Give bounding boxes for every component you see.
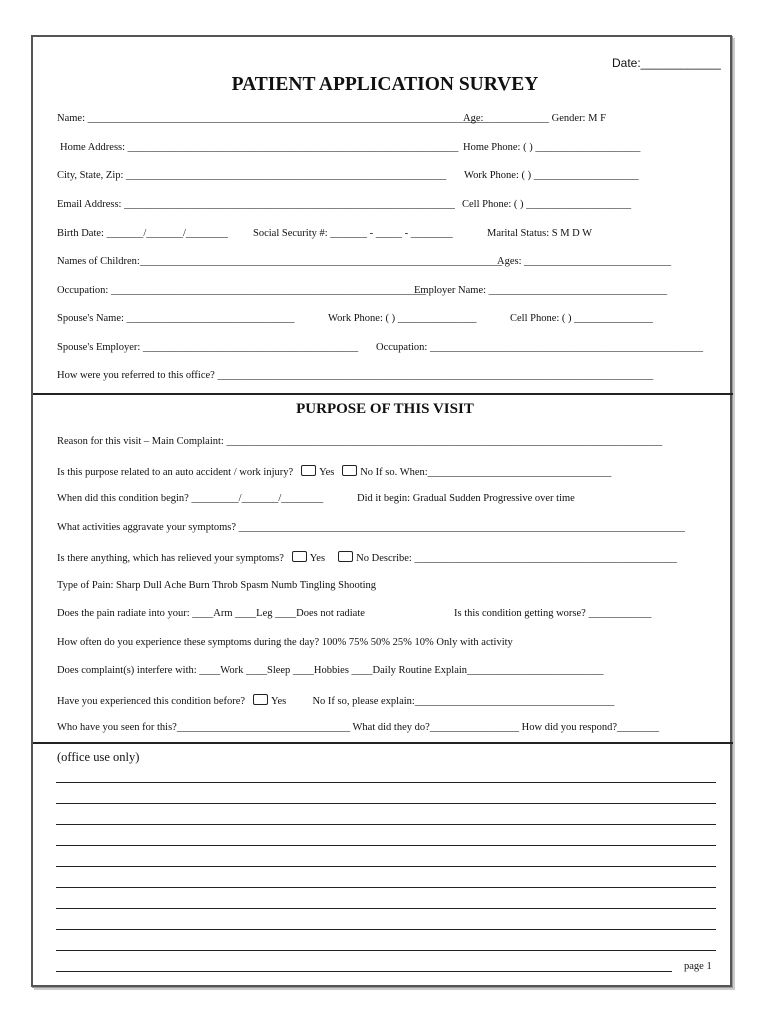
ssn-field[interactable]: Social Security #: _______ - _____ - ________ (253, 228, 453, 239)
page-title: PATIENT APPLICATION SURVEY (231, 74, 539, 95)
office-use-line[interactable] (56, 803, 716, 804)
office-use-label: (office use only) (57, 750, 140, 764)
work-phone-field[interactable]: Work Phone: ( ) ____________________ (464, 170, 639, 181)
employer-name-field[interactable]: Employer Name: __________________________________ (414, 285, 668, 296)
office-use-line[interactable] (56, 845, 716, 846)
seen-for-field[interactable]: Who have you seen for this?_________________________________ What did they do?_________________ How did you respond?________ (57, 722, 660, 733)
experienced-yes-label: Yes (270, 696, 287, 707)
experienced-label: Have you experienced this condition before? (57, 696, 246, 707)
office-use-line[interactable] (56, 971, 672, 972)
relieved-yes-label: Yes (309, 553, 326, 564)
city-state-zip-field[interactable]: City, State, Zip: _____________________________________________________________ (57, 170, 447, 181)
relieved-question (57, 551, 677, 565)
children-field[interactable]: Names of Children:_____________________________________________________________________ (57, 256, 503, 267)
aggravate-field[interactable]: What activities aggravate your symptoms? _____________________________________________________________________________________ (57, 522, 685, 533)
condition-begin-field[interactable]: When did this condition begin? _________/_______/________ (57, 493, 324, 504)
auto-injury-yes-label: Yes (319, 467, 335, 478)
marital-status-field[interactable]: Marital Status: S M D W (487, 228, 593, 239)
frequency-options[interactable]: How often do you experience these symptoms during the day? 100% 75% 50% 25% 10% Only with activity (57, 637, 513, 648)
relieved-yes-checkbox[interactable] (292, 551, 307, 562)
office-use-line[interactable] (56, 824, 716, 825)
office-use-line[interactable] (56, 950, 716, 951)
office-use-line[interactable] (56, 866, 716, 867)
relieved-label: Is there anything, which has relieved your symptoms? (57, 553, 284, 564)
relieved-no-label[interactable]: No Describe: __________________________________________________ (356, 553, 677, 564)
section-divider-visit (33, 393, 733, 395)
cell-phone-field[interactable]: Cell Phone: ( ) ____________________ (462, 199, 632, 210)
section-divider-office (33, 742, 733, 744)
onset-options[interactable]: Did it begin: Gradual Sudden Progressive over time (357, 493, 575, 504)
auto-injury-no-checkbox[interactable] (342, 465, 357, 476)
home-address-field[interactable]: Home Address: _______________________________________________________________ (60, 142, 459, 153)
pain-type-options[interactable]: Type of Pain: Sharp Dull Ache Burn Throb Spasm Numb Tingling Shooting (57, 580, 377, 591)
office-use-line[interactable] (56, 782, 716, 783)
name-field[interactable]: Name: ____________________________________________________________________________ (57, 113, 487, 124)
experienced-question (57, 694, 614, 708)
referral-field[interactable]: How were you referred to this office? ___________________________________________________________________________________ (57, 370, 654, 381)
spouse-name-field[interactable]: Spouse's Name: ________________________________ (57, 313, 295, 324)
email-field[interactable]: Email Address: _______________________________________________________________ (57, 199, 455, 210)
auto-injury-yes-checkbox[interactable] (301, 465, 316, 476)
spouse-occupation-field[interactable]: Occupation: ____________________________________________________ (376, 342, 703, 353)
section-title-visit: PURPOSE OF THIS VISIT (296, 401, 474, 417)
relieved-no-checkbox[interactable] (338, 551, 353, 562)
office-use-line[interactable] (56, 908, 716, 909)
office-use-line[interactable] (56, 929, 716, 930)
age-gender-field[interactable]: Age: ____________ Gender: M F (463, 113, 606, 124)
birth-date-field[interactable]: Birth Date: _______/_______/________ (57, 228, 228, 239)
interfere-field[interactable]: Does complaint(s) interfere with: ____Work ____Sleep ____Hobbies ____Daily Routine Explain__________________________ (57, 665, 604, 676)
main-complaint-field[interactable]: Reason for this visit – Main Complaint: ___________________________________________________________________________________ (57, 436, 663, 447)
spouse-cell-phone-field[interactable]: Cell Phone: ( ) _______________ (510, 313, 653, 324)
experienced-no-label[interactable]: No If so, please explain:______________________________________ (312, 696, 615, 707)
occupation-field[interactable]: Occupation: ____________________________________________________________ (57, 285, 426, 296)
auto-injury-question (57, 465, 611, 479)
worse-field[interactable]: Is this condition getting worse? ____________ (454, 608, 652, 619)
spouse-employer-field[interactable]: Spouse's Employer: _________________________________________ (57, 342, 359, 353)
home-phone-field[interactable]: Home Phone: ( ) ____________________ (463, 142, 641, 153)
page-number: page 1 (684, 961, 712, 972)
date-field[interactable]: Date:____________ (612, 56, 721, 70)
experienced-yes-checkbox[interactable] (253, 694, 268, 705)
office-use-line[interactable] (56, 887, 716, 888)
auto-injury-label: Is this purpose related to an auto accident / work injury? (57, 467, 294, 478)
radiate-field[interactable]: Does the pain radiate into your: ____Arm ____Leg ____Does not radiate (57, 608, 365, 619)
ages-field[interactable]: Ages: ____________________________ (497, 256, 672, 267)
auto-injury-no-label[interactable]: No If so. When:___________________________________ (360, 467, 612, 478)
spouse-work-phone-field[interactable]: Work Phone: ( ) _______________ (328, 313, 477, 324)
